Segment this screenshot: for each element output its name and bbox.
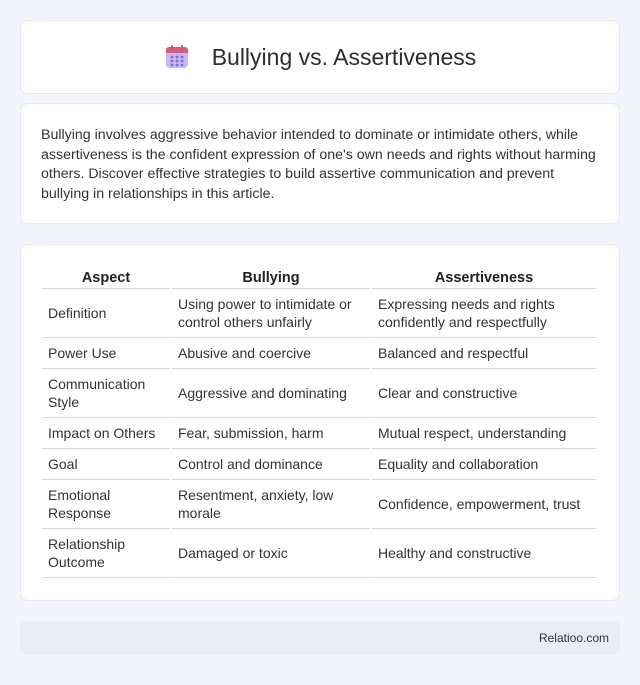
cell-aspect: Definition [42,289,170,338]
header-aspect: Aspect [42,265,170,289]
table-row [42,418,596,449]
table-row [42,289,596,338]
table-row [42,338,596,369]
table-header-row [42,265,596,289]
header-assertiveness: Assertiveness [372,265,596,289]
cell-assertiveness: Expressing needs and rights confidently and respectfully [372,289,596,338]
footer-brand[interactable]: Relatioo.com [538,631,609,645]
cell-bullying: Abusive and coercive [172,338,370,369]
cell-assertiveness: Equality and collaboration [372,449,596,480]
table-row [42,480,596,529]
comparison-card [20,244,620,601]
cell-bullying: Resentment, anxiety, low morale [172,480,370,529]
title-card [20,20,620,94]
cell-bullying: Aggressive and dominating [172,369,370,418]
cell-assertiveness: Balanced and respectful [372,338,596,369]
cell-bullying: Control and dominance [172,449,370,480]
table-row [42,449,596,480]
header-bullying: Bullying [172,265,370,289]
cell-aspect: Impact on Others [42,418,170,449]
cell-aspect: Power Use [42,338,170,369]
cell-aspect: Relationship Outcome [42,529,170,578]
intro-paragraph: Bullying involves aggressive behavior intended to dominate or intimidate others, while assertiveness is the confident expression of one's own needs and rights without harming others. Discover effective strategies to build assertive communication and prevent bullying in relationships in this article. [41,127,596,202]
page-title: Bullying vs. Assertiveness [211,43,477,70]
table-row [42,529,596,578]
intro-card [20,103,620,224]
cell-bullying: Fear, submission, harm [172,418,370,449]
footer [20,621,620,655]
cell-bullying: Using power to intimidate or control others unfairly [172,289,370,338]
comparison-table [40,265,598,578]
cell-assertiveness: Mutual respect, understanding [372,418,596,449]
table-row [42,369,596,418]
cell-assertiveness: Healthy and constructive [372,529,596,578]
cell-aspect: Emotional Response [42,480,170,529]
cell-bullying: Damaged or toxic [172,529,370,578]
cell-aspect: Goal [42,449,170,480]
calendar-icon [164,44,190,70]
cell-assertiveness: Confidence, empowerment, trust [372,480,596,529]
cell-assertiveness: Clear and constructive [372,369,596,418]
cell-aspect: Communication Style [42,369,170,418]
